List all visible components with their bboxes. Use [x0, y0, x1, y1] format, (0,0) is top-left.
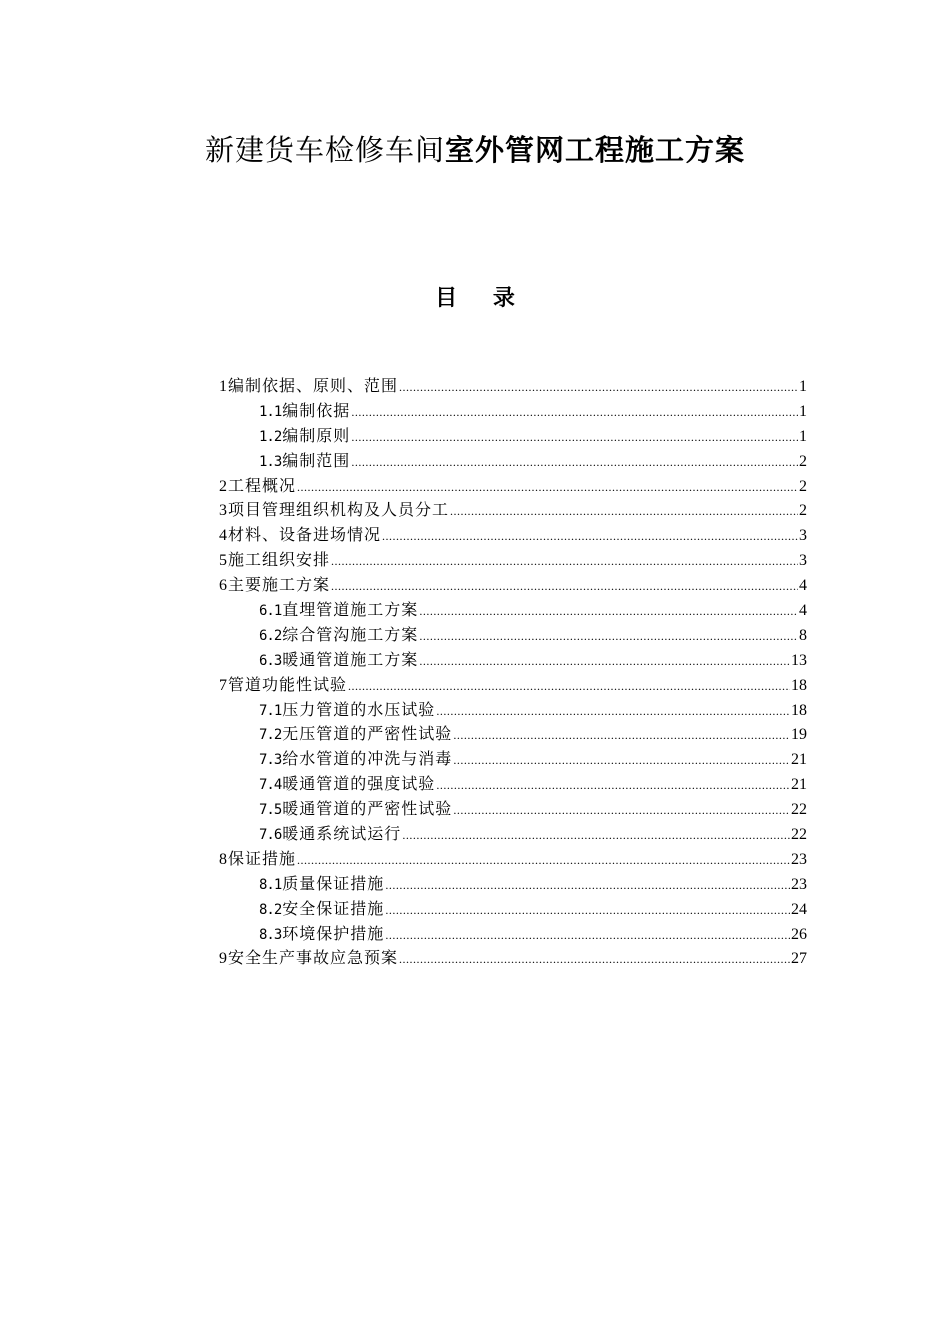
toc-entry-number: 6	[219, 577, 227, 595]
toc-entry-label: 保证措施	[228, 848, 297, 868]
toc-entry[interactable]	[219, 523, 807, 548]
toc-dot-leader	[453, 798, 790, 823]
toc-entry-number: 2	[219, 477, 227, 495]
toc-entry[interactable]	[219, 673, 807, 698]
toc-entry-label: 暖通管道的强度试验	[282, 774, 436, 794]
toc-entry-page-number: 18	[791, 701, 807, 719]
toc-entry-label: 暖通管道的严密性试验	[282, 799, 453, 819]
toc-dot-leader	[436, 699, 790, 724]
toc-dot-leader	[385, 898, 790, 923]
toc-entry-page-number: 8	[799, 626, 807, 644]
toc-entry[interactable]	[219, 598, 807, 623]
toc-entry[interactable]	[219, 772, 807, 797]
toc-entry-label: 给水管道的冲洗与消毒	[282, 749, 453, 769]
toc-entry-page-number: 1	[799, 427, 807, 445]
toc-entry[interactable]	[219, 922, 807, 947]
toc-entry-page-number: 22	[791, 826, 807, 844]
toc-dot-leader	[348, 674, 790, 699]
toc-entry[interactable]	[219, 797, 807, 822]
toc-entry-number: 7.2	[259, 727, 282, 744]
toc-entry-number: 7.6	[259, 827, 282, 844]
toc-entry[interactable]	[219, 648, 807, 673]
toc-dot-leader	[382, 524, 798, 549]
toc-dot-leader	[351, 425, 798, 450]
toc-entry[interactable]	[219, 498, 807, 523]
toc-dot-leader	[399, 375, 798, 400]
toc-entry-number: 7	[219, 676, 227, 694]
toc-entry-label: 质量保证措施	[282, 873, 385, 893]
toc-entry-number: 7.5	[259, 802, 282, 819]
toc-entry[interactable]	[219, 897, 807, 922]
toc-entry-label: 安全生产事故应急预案	[228, 948, 399, 968]
toc-entry-number: 4	[219, 527, 227, 545]
toc-entry-label: 管道功能性试验	[228, 674, 348, 694]
toc-entry-number: 6.3	[259, 652, 282, 669]
toc-entry-number: 7.4	[259, 777, 282, 794]
toc-entry[interactable]	[219, 822, 807, 847]
toc-entry-page-number: 21	[791, 776, 807, 794]
toc-entry-number: 1.3	[259, 453, 282, 470]
toc-dot-leader	[453, 723, 790, 748]
toc-entry[interactable]	[219, 698, 807, 723]
toc-entry-number: 3	[219, 502, 227, 520]
toc-entry-label: 编制原则	[282, 425, 351, 445]
toc-entry-number: 8.1	[259, 876, 282, 893]
table-of-contents	[219, 374, 807, 971]
toc-entry-number: 8.3	[259, 926, 282, 943]
toc-dot-leader	[351, 400, 798, 425]
toc-entry-label: 暖通管道施工方案	[282, 649, 419, 669]
toc-entry-number: 7.3	[259, 752, 282, 769]
toc-dot-leader	[419, 624, 798, 649]
toc-dot-leader	[385, 923, 790, 948]
toc-entry[interactable]	[219, 573, 807, 598]
toc-entry-page-number: 18	[791, 676, 807, 694]
toc-entry-page-number: 21	[791, 751, 807, 769]
toc-entry-number: 1	[219, 378, 227, 395]
toc-entry-number: 8.2	[259, 901, 282, 918]
toc-dot-leader	[297, 848, 790, 873]
toc-entry-label: 编制依据	[282, 400, 351, 420]
toc-entry[interactable]	[219, 449, 807, 474]
toc-dot-leader	[351, 450, 798, 475]
toc-entry[interactable]	[219, 399, 807, 424]
toc-entry-number: 8	[219, 850, 227, 868]
toc-entry-label: 压力管道的水压试验	[282, 699, 436, 719]
toc-entry[interactable]	[219, 722, 807, 747]
toc-dot-leader	[402, 823, 790, 848]
toc-entry-page-number: 26	[791, 925, 807, 943]
toc-entry-label: 无压管道的严密性试验	[282, 724, 453, 744]
toc-entry-page-number: 1	[799, 402, 807, 420]
toc-entry-page-number: 22	[791, 801, 807, 819]
toc-entry-label: 工程概况	[228, 475, 297, 495]
toc-entry[interactable]	[219, 623, 807, 648]
toc-dot-leader	[297, 475, 798, 500]
toc-entry-number: 9	[219, 950, 227, 968]
toc-entry-number: 6.2	[259, 627, 282, 644]
toc-dot-leader	[331, 549, 798, 574]
toc-heading: 目 录	[435, 285, 529, 311]
toc-entry-label: 安全保证措施	[282, 898, 385, 918]
toc-entry-number: 6.1	[259, 603, 282, 620]
toc-dot-leader	[385, 873, 790, 898]
toc-entry-number: 1.2	[259, 428, 282, 445]
toc-entry-label: 环境保护措施	[282, 923, 385, 943]
toc-dot-leader	[331, 574, 798, 599]
toc-entry-page-number: 24	[791, 900, 807, 918]
toc-entry-label: 直埋管道施工方案	[282, 600, 419, 620]
toc-entry-number: 7.1	[259, 702, 282, 719]
toc-dot-leader	[399, 947, 790, 972]
toc-entry-label: 项目管理组织机构及人员分工	[228, 500, 450, 520]
toc-entry-label: 材料、设备进场情况	[228, 525, 382, 545]
toc-entry-page-number: 13	[791, 651, 807, 669]
toc-entry-page-number: 3	[799, 552, 807, 570]
toc-entry-label: 编制范围	[282, 450, 351, 470]
toc-entry[interactable]	[219, 424, 807, 449]
toc-entry[interactable]	[219, 474, 807, 499]
toc-entry[interactable]	[219, 872, 807, 897]
document-title-bold: 室外管网工程施工方案	[445, 133, 746, 167]
toc-entry-page-number: 4	[799, 602, 807, 620]
toc-entry-label: 主要施工方案	[228, 575, 331, 595]
toc-dot-leader	[450, 499, 798, 524]
toc-entry[interactable]	[219, 747, 807, 772]
document-title	[0, 130, 950, 170]
toc-entry-page-number: 4	[799, 577, 807, 595]
toc-entry-page-number: 27	[791, 950, 807, 968]
toc-entry-page-number: 2	[799, 502, 807, 520]
toc-dot-leader	[419, 599, 798, 624]
toc-entry-label: 施工组织安排	[228, 550, 331, 570]
toc-entry-page-number: 23	[791, 850, 807, 868]
toc-dot-leader	[419, 649, 790, 674]
toc-entry-page-number: 1	[799, 378, 807, 395]
toc-entry-page-number: 19	[791, 726, 807, 744]
toc-entry[interactable]	[219, 946, 807, 971]
toc-entry-page-number: 3	[799, 527, 807, 545]
toc-entry-number: 1.1	[259, 403, 282, 420]
toc-entry-label: 编制依据、原则、范围	[228, 376, 399, 395]
toc-entry-label: 暖通系统试运行	[282, 824, 402, 844]
toc-entry-number: 5	[219, 552, 227, 570]
toc-entry[interactable]	[219, 847, 807, 872]
document-title-regular: 新建货车检修车间	[204, 133, 445, 167]
toc-entry-page-number: 23	[791, 875, 807, 893]
toc-entry[interactable]	[219, 548, 807, 573]
toc-entry-label: 综合管沟施工方案	[282, 624, 419, 644]
toc-entry[interactable]	[219, 374, 807, 399]
toc-dot-leader	[436, 773, 790, 798]
toc-dot-leader	[453, 748, 790, 773]
toc-entry-page-number: 2	[799, 477, 807, 495]
toc-entry-page-number: 2	[799, 452, 807, 470]
